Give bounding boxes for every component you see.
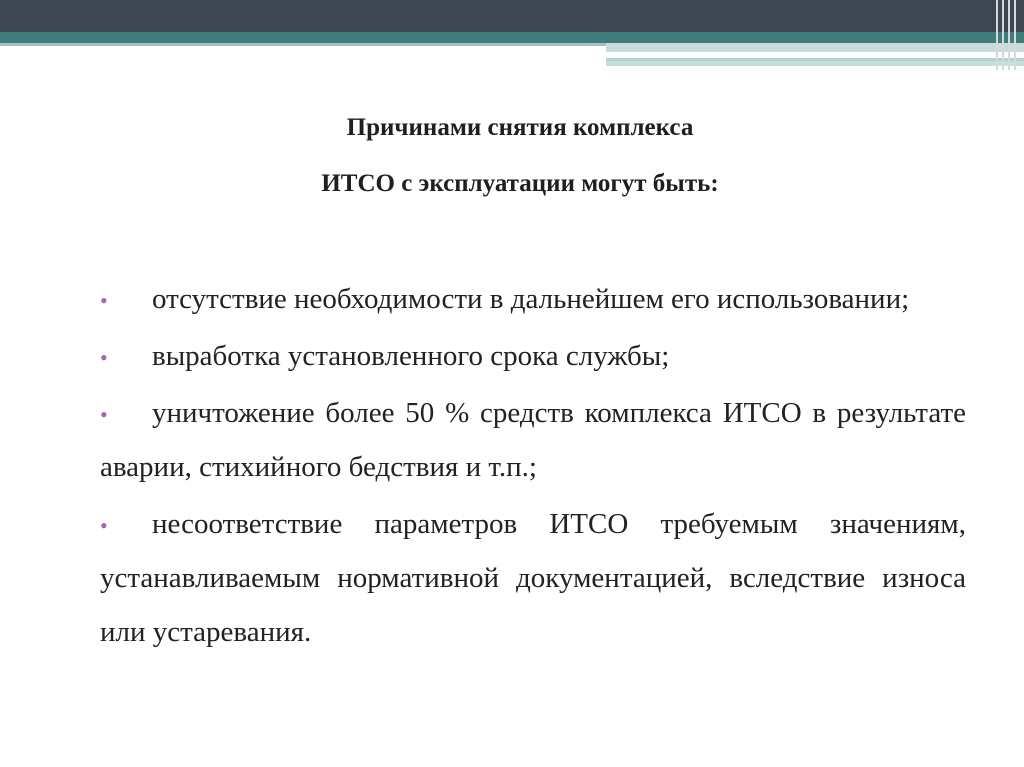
bullet-icon: •: [100, 288, 108, 313]
header-vertical-stripes: [992, 0, 1024, 70]
slide-title-line-1: Причинами снятия комплекса: [346, 114, 694, 141]
header-accent-underline: [606, 58, 1024, 61]
header-teal-bar: [0, 32, 1024, 43]
list-item-text: уничтожение более 50 % средств комплекса ИТСО в результате аварии, стихийного бедствия и т.п.;: [100, 397, 966, 483]
list-item: [100, 497, 966, 659]
slide-title: [200, 100, 840, 212]
bullet-icon: •: [100, 345, 108, 370]
list-item-text: несоответствие параметров ИТСО требуемым значениям, устанавливаемым нормативной документацией, вследствие износа или устаревания.: [100, 508, 966, 648]
list-item: [100, 329, 966, 383]
list-item: [100, 386, 966, 494]
list-item-text: отсутствие необходимости в дальнейшем его использовании;: [152, 283, 910, 315]
list-item-text: выработка установленного срока службы;: [152, 340, 670, 372]
reasons-list: [100, 272, 966, 662]
slide-title-line-2: ИТСО с эксплуатации могут быть:: [321, 170, 719, 197]
bullet-icon: •: [100, 402, 108, 427]
header-dark-bar: [0, 0, 1024, 32]
header-accent-line: [0, 43, 606, 46]
list-item: [100, 272, 966, 326]
bullet-icon: •: [100, 513, 108, 538]
